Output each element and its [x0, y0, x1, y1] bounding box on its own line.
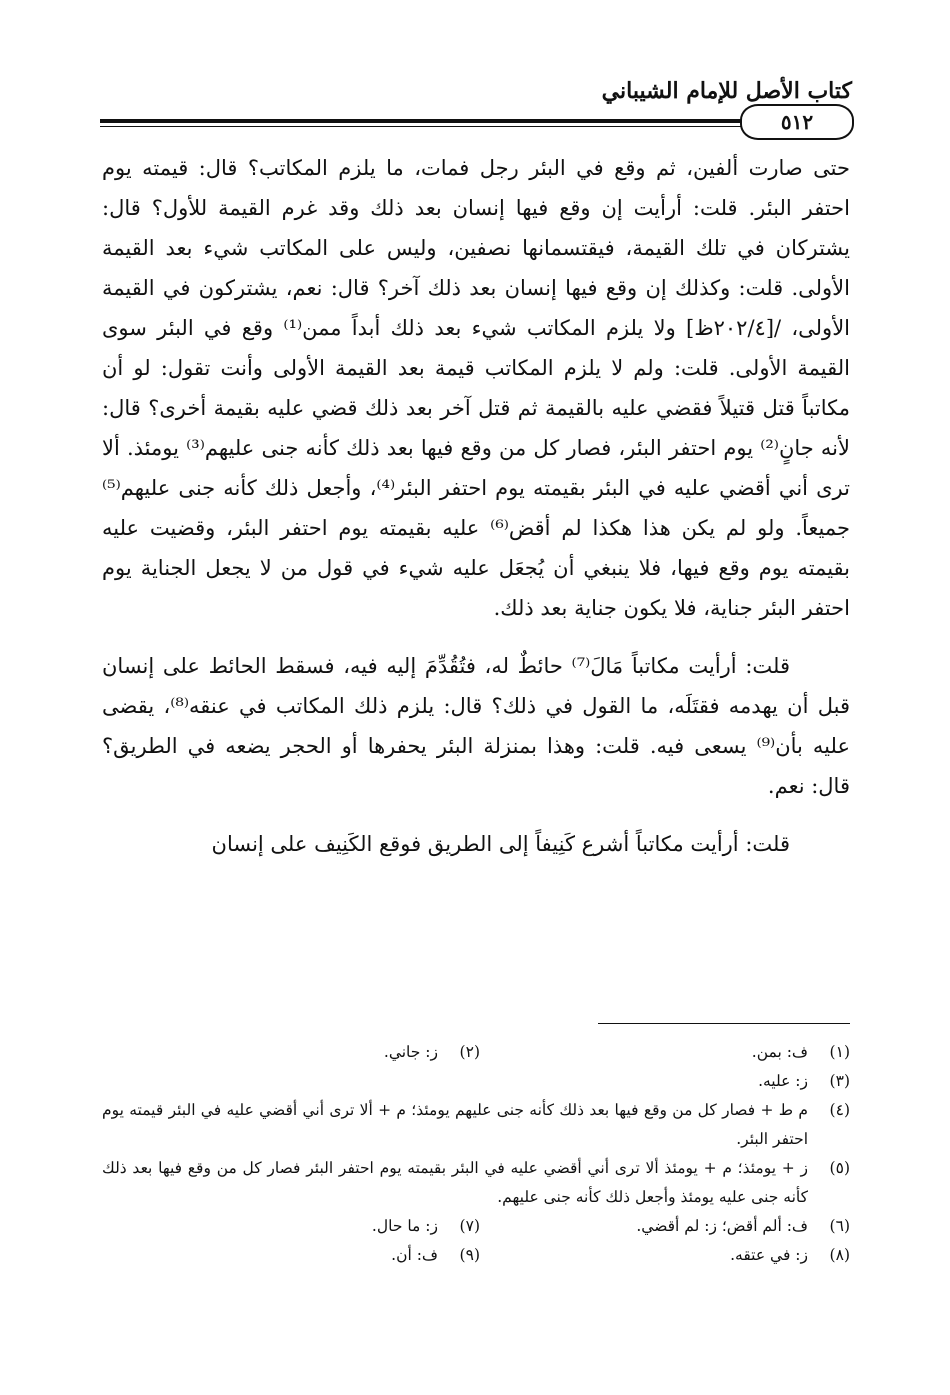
footnote-number: (٩): [459, 1246, 480, 1264]
footnote-row: [102, 1038, 850, 1067]
footnote: [102, 1154, 850, 1212]
footnote-number: (٨): [829, 1246, 850, 1264]
footnote-text: ف: ألم أقض؛ ز: لم أقضي.: [636, 1217, 808, 1235]
footnote: [102, 1067, 850, 1096]
footnote-text: ف: أن.: [391, 1246, 438, 1264]
page-header: [100, 78, 852, 138]
paragraph: حتى صارت ألفين، ثم وقع في البئر رجل فمات، ما يلزم المكاتب؟ قال: قيمته يوم احتفر البئر. قلت: أرأيت إن وقع فيها إنسان بعد ذلك وقد غرم القيمة للأول؟ قال: يشتركان في تلك القيمة، فيقتسمانها نصفين، وليس على المكاتب شيء بعد القيمة الأولى. قلت: وكذلك إن وقع فيها إنسان بعد ذلك آخر؟ قال: نعم، يشتركون في القيمة الأولى، /[٢٠٢/٤ظ] ولا يلزم المكاتب شيء بعد ذلك أبداً ممن⁽¹⁾ وقع في البئر سوى القيمة الأولى. قلت: ولم لا يلزم المكاتب قيمة بعد القيمة الأولى وأنت تقول: لو أن مكاتباً قتل قتيلاً فقضي عليه بالقيمة ثم قتل آخر بعد ذلك قضي عليه بقيمة أخرى؟ قال: لأنه جانٍ⁽²⁾ يوم احتفر البئر، فصار كل من وقع فيها بعد ذلك كأنه جنى عليهم⁽³⁾ يومئذ. ألا ترى أني أقضي عليه في البئر بقيمته يوم احتفر البئر⁽⁴⁾، وأجعل ذلك كأنه جنى عليهم⁽⁵⁾ جميعاً. ولو لم يكن هذا هكذا لم أقض⁽⁶⁾ عليه بقيمته يوم احتفر البئر، وقضيت عليه بقيمته يوم وقع فيها، فلا ينبغي أن يُجعَل عليه شيء في قول من لا يجعل الجناية يوم احتفر البئر جناية، فلا يكون جناية بعد ذلك.: [102, 156, 851, 620]
footnote: [480, 1241, 850, 1270]
footnote-number: (٣): [829, 1072, 850, 1090]
footnote-number: (٦): [829, 1217, 850, 1235]
footnote-number: (١): [829, 1043, 850, 1061]
footnote: [480, 1212, 850, 1241]
page-number: ٥١٢: [740, 104, 854, 140]
footnote-row: [102, 1241, 850, 1270]
footnote: [110, 1241, 480, 1270]
footnote: [110, 1038, 480, 1067]
footnote: [110, 1212, 480, 1241]
footnote-number: (٤): [829, 1101, 850, 1119]
paragraph: قلت: أرأيت مكاتباً أشرع كَنِيفاً إلى الطريق فوقع الكَنِيف على إنسان: [211, 832, 790, 856]
footnote: [480, 1038, 850, 1067]
footnote-separator: [598, 1023, 850, 1024]
footnote-text: ز: ما حال.: [371, 1217, 438, 1235]
footnote-text: ف: بمن.: [751, 1043, 808, 1061]
footnote-number: (٢): [459, 1043, 480, 1061]
main-text: [102, 148, 850, 864]
footnote-text: ز: عليه.: [758, 1072, 808, 1090]
footnote-number: (٧): [459, 1217, 480, 1235]
footnote: [102, 1096, 850, 1154]
paragraph: قلت: أرأيت مكاتباً مَالَ⁽⁷⁾ حائطٌ له، فتُقُدِّمَ إليه فيه، فسقط الحائط على إنسان قبل أن يهدمه فقتَلَه، ما القول في ذلك؟ قال: يلزم ذلك المكاتب في عنقه⁽⁸⁾، يقضى عليه بأن⁽⁹⁾ يسعى فيه. قلت: وهذا بمنزلة البئر يحفرها أو الحجر يضعه في الطريق؟ قال: نعم.: [102, 654, 850, 798]
footnote-text: ز + يومئذ؛ م + يومئذ ألا ترى أني أقضي عليه في البئر بقيمته يوم احتفر البئر فصار كل من وقع فيها بعد ذلك كأنه جنى عليه يومئذ وأجعل ذلك كأنه جنى عليهم.: [102, 1159, 808, 1206]
footnote-text: ز: جاني.: [383, 1043, 438, 1061]
book-title: كتاب الأصل للإمام الشيباني: [601, 78, 852, 104]
footnote-number: (٥): [829, 1159, 850, 1177]
footnotes: [102, 1038, 850, 1270]
footnote-text: ز: في عتقه.: [730, 1246, 808, 1264]
footnote-text: م ط + فصار كل من وقع فيها بعد ذلك كأنه جنى عليهم يومئذ؛ م + ألا ترى أني أقضي عليه في البئر قيمته يوم احتفر البئر.: [102, 1101, 808, 1148]
footnote-row: [102, 1212, 850, 1241]
